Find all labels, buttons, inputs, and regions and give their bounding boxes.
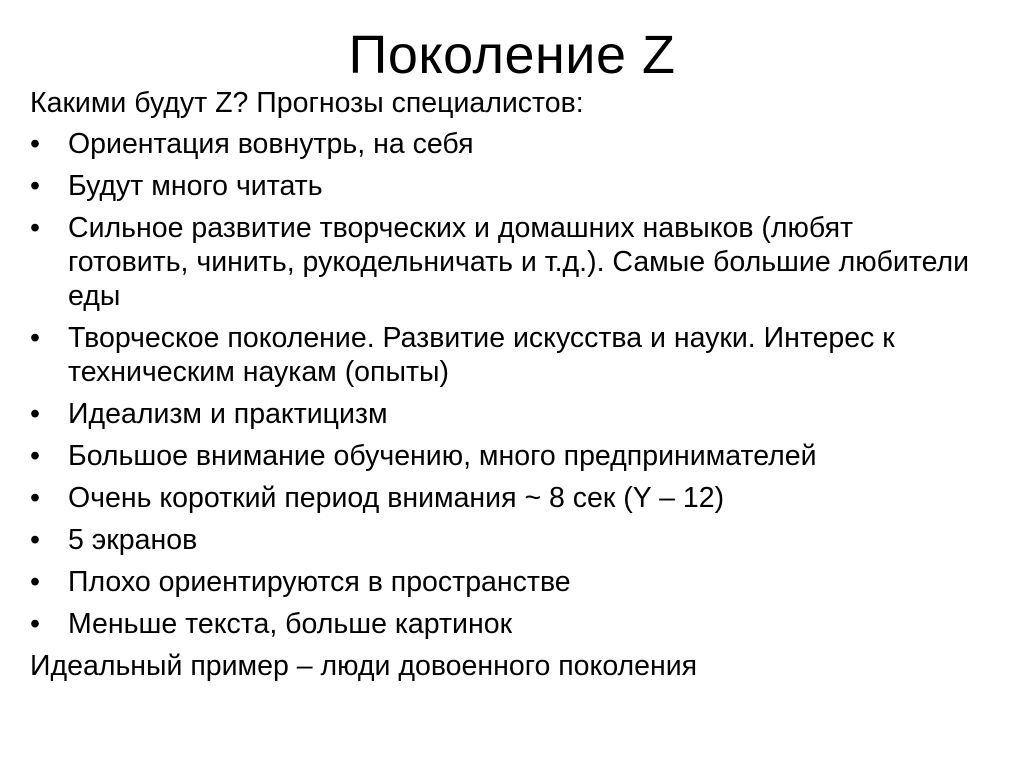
bullet-icon: • xyxy=(30,608,40,640)
bullet-item xyxy=(30,321,980,389)
bullet-text: 5 экранов xyxy=(68,524,198,556)
bullet-item xyxy=(30,565,980,599)
bullet-item xyxy=(30,211,980,313)
conclusion-text: Идеальный пример – люди довоенного поколения xyxy=(30,650,698,682)
bullet-list xyxy=(30,127,980,641)
bullet-icon: • xyxy=(30,212,40,244)
bullet-icon: • xyxy=(30,322,40,354)
bullet-item xyxy=(30,397,980,431)
bullet-icon: • xyxy=(30,398,40,430)
bullet-item xyxy=(30,523,980,557)
bullet-text: Ориентация вовнутрь, на себя xyxy=(68,128,474,160)
bullet-text: Меньше текста, больше картинок xyxy=(68,608,513,640)
bullet-text: Сильное развитие творческих и домашних навыков (любят готовить, чинить, рукодельничать и т.д.). Самые большие любители еды xyxy=(68,212,970,312)
bullet-text: Плохо ориентируются в пространстве xyxy=(68,566,571,598)
bullet-text: Творческое поколение. Развитие искусства и науки. Интерес к техническим наукам (опыты) xyxy=(68,322,895,388)
bullet-item xyxy=(30,481,980,515)
bullet-icon: • xyxy=(30,440,40,472)
bullet-item xyxy=(30,169,980,203)
bullet-text: Очень короткий период внимания ~ 8 сек (Y – 12) xyxy=(68,482,725,514)
intro-text: Какими будут Z? Прогнозы специалистов: xyxy=(30,87,584,119)
bullet-item xyxy=(30,607,980,641)
bullet-text: Идеализм и практицизм xyxy=(68,398,388,430)
bullet-icon: • xyxy=(30,566,40,598)
bullet-icon: • xyxy=(30,128,40,160)
bullet-icon: • xyxy=(30,524,40,556)
bullet-icon: • xyxy=(30,482,40,514)
slide-title: Поколение Z xyxy=(348,25,676,85)
slide-content xyxy=(30,86,980,683)
bullet-item xyxy=(30,439,980,473)
bullet-text: Будут много читать xyxy=(68,170,323,202)
bullet-item xyxy=(30,127,980,161)
bullet-text: Большое внимание обучению, много предпринимателей xyxy=(68,440,817,472)
bullet-icon: • xyxy=(30,170,40,202)
